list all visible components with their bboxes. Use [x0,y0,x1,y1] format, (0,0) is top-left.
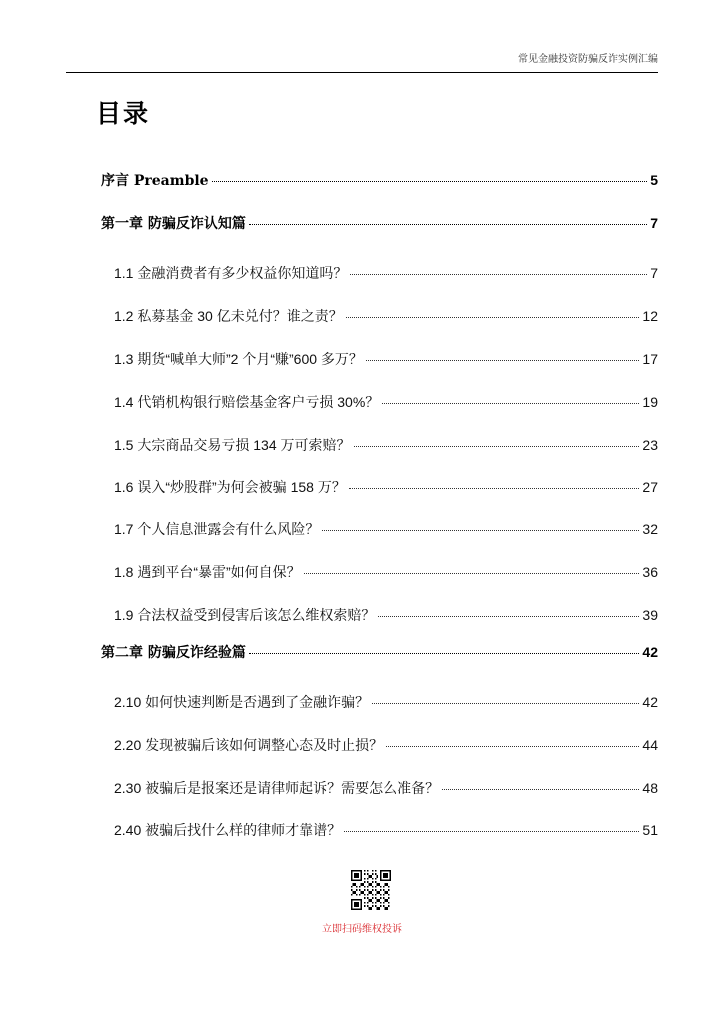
toc-page-number: 39 [642,607,658,623]
toc-page-number: 44 [642,737,658,753]
toc-entry-title: 1.1 金融消费者有多少权益你知道吗？ [114,265,348,281]
toc-leader-dots [382,403,639,404]
toc-leader-dots [344,831,639,832]
qr-caption: 立即扫码维权投诉 [322,924,402,935]
toc-entry-title: 1.6 误入“炒股群”为何会被骗 158 万？ [114,479,346,495]
toc-entry-title: 1.9 合法权益受到侵害后该怎么维权索赔？ [114,607,376,623]
toc-leader-dots [350,274,647,275]
toc-leader-dots [322,530,639,531]
toc-leader-dots [378,616,639,617]
page-title: 目录 [96,99,151,128]
toc-page-number: 17 [642,351,658,367]
toc-section-entry[interactable] [114,735,658,755]
toc-page-number: 7 [650,215,658,231]
toc-section-entry[interactable] [114,778,658,798]
toc-section-entry[interactable] [114,562,658,582]
toc-leader-dots [249,224,647,225]
toc-page-number: 42 [642,694,658,710]
toc-entry-title: 2.40 被骗后找什么样的律师才靠谱？ [114,822,342,838]
toc-entry-title: 第二章 防骗反诈经验篇 [101,645,246,661]
toc-section-entry[interactable] [114,692,658,712]
toc-leader-dots [442,789,639,790]
header-rule [66,72,658,73]
toc-leader-dots [249,653,640,654]
toc-leader-dots [366,360,639,361]
toc-section-entry[interactable] [114,263,658,283]
toc-chapter-entry[interactable] [101,642,658,662]
toc-leader-dots [212,181,648,182]
toc-section-entry[interactable] [114,519,658,539]
toc-page-number: 19 [642,394,658,410]
toc-chapter-entry[interactable] [101,213,658,233]
toc-entry-title: 第一章 防骗反诈认知篇 [101,216,246,232]
toc-section-entry[interactable] [114,605,658,625]
toc-page-number: 42 [642,644,658,660]
qr-code-icon[interactable] [351,870,391,910]
toc-page-number: 7 [650,265,658,281]
toc-section-entry[interactable] [114,392,658,412]
toc-entry-title: 1.4 代销机构银行赔偿基金客户亏损 30%？ [114,394,380,410]
toc-leader-dots [304,573,640,574]
toc-entry-title: 2.10 如何快速判断是否遇到了金融诈骗？ [114,694,370,710]
toc-section-entry[interactable] [114,820,658,840]
running-header: 常见金融投资防骗反诈实例汇编 [518,54,658,65]
toc-leader-dots [354,446,640,447]
toc-leader-dots [346,317,640,318]
toc-entry-title: 2.20 发现被骗后该如何调整心态及时止损？ [114,737,384,753]
toc-leader-dots [349,488,640,489]
toc-page-number: 27 [642,479,658,495]
toc-leader-dots [372,703,639,704]
toc-entry-title: 1.2 私募基金 30 亿未兑付？谁之责？ [114,308,343,324]
toc-page-number: 48 [642,780,658,796]
toc-page-number: 51 [642,822,658,838]
toc-page-number: 36 [642,564,658,580]
toc-entry-title: 1.8 遇到平台“暴雷”如何自保？ [114,564,301,580]
toc-entry-title: 序言 Preamble [101,173,209,189]
toc-entry-title: 1.7 个人信息泄露会有什么风险？ [114,521,320,537]
toc-entry-title: 1.3 期货“喊单大师”2 个月“赚”600 多万？ [114,351,363,367]
toc-page-number: 12 [642,308,658,324]
toc-entry-title: 1.5 大宗商品交易亏损 134 万可索赔？ [114,437,351,453]
toc-section-entry[interactable] [114,306,658,326]
toc-page-number: 23 [642,437,658,453]
toc-section-entry[interactable] [114,435,658,455]
toc-chapter-entry[interactable] [101,170,658,190]
toc-section-entry[interactable] [114,477,658,497]
toc-entry-title: 2.30 被骗后是报案还是请律师起诉？需要怎么准备？ [114,780,440,796]
toc-section-entry[interactable] [114,349,658,369]
toc-page-number: 32 [642,521,658,537]
toc-leader-dots [386,746,639,747]
toc-page-number: 5 [650,172,658,188]
